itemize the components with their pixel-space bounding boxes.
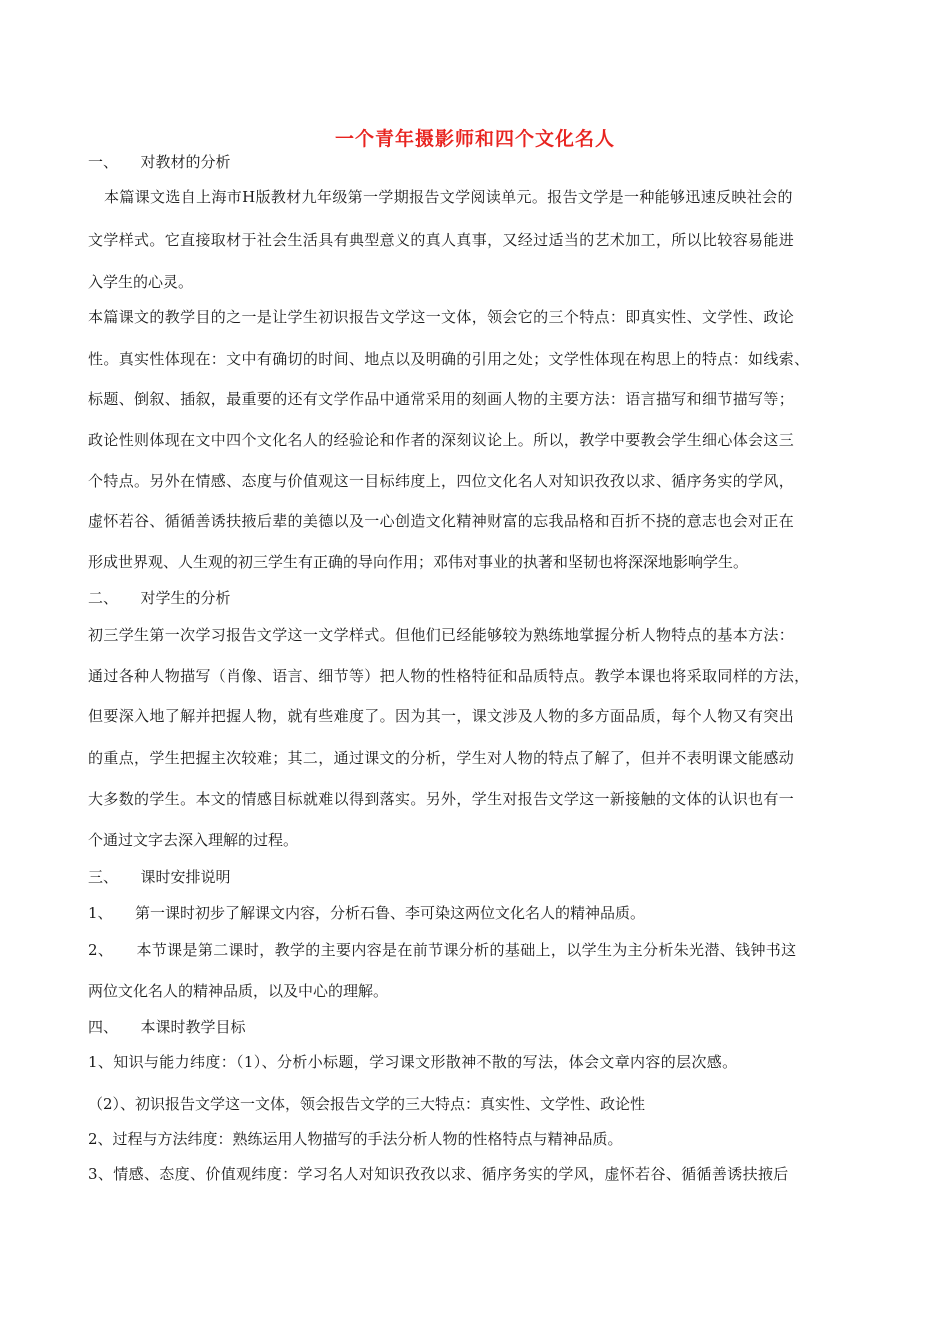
section-heading-3: 三、 课时安排说明 (88, 868, 231, 886)
paragraph-line: 政论性则体现在文中四个文化名人的经验论和作者的深刻议论上。所以，教学中要教会学生细心体会这三 (88, 431, 795, 449)
paragraph-line: 个通过文字去深入理解的过程。 (88, 831, 299, 849)
list-item: 1、 第一课时初步了解课文内容，分析石鲁、李可染这两位文化名人的精神品质。 (88, 904, 646, 922)
paragraph-line: 通过各种人物描写（肖像、语言、细节等）把人物的性格特征和品质特点。教学本课也将采取同样的方法， (88, 667, 810, 685)
objective-line: 2、过程与方法纬度：熟练运用人物描写的手法分析人物的性格特点与精神品质。 (88, 1130, 623, 1148)
paragraph-line: 本篇课文选自上海市H版教材九年级第一学期报告文学阅读单元。报告文学是一种能够迅速反映社会的 (104, 188, 793, 206)
list-item: 2、 本节课是第二课时，教学的主要内容是在前节课分析的基础上，以学生为主分析朱光潜、钱钟书这 (88, 941, 797, 959)
section-heading-2: 二、 对学生的分析 (88, 589, 231, 607)
section-heading-1: 一、 对教材的分析 (88, 153, 231, 171)
paragraph-line: 形成世界观、人生观的初三学生有正确的导向作用；邓伟对事业的执著和坚韧也将深深地影响学生。 (88, 553, 749, 571)
objective-line: （2）、初识报告文学这一文体，领会报告文学的三大特点：真实性、文学性、政论性 (88, 1095, 646, 1113)
document-title: 一个青年摄影师和四个文化名人 (334, 128, 615, 150)
objective-line: 3、情感、态度、价值观纬度：学习名人对知识孜孜以求、循序务实的学风，虚怀若谷、循循善诱扶掖后 (88, 1165, 789, 1183)
paragraph-line: 标题、倒叙、插叙，最重要的还有文学作品中通常采用的刻画人物的主要方法：语言描写和细节描写等； (88, 390, 795, 408)
paragraph-line: 入学生的心灵。 (88, 273, 194, 291)
paragraph-line: 初三学生第一次学习报告文学这一文学样式。但他们已经能够较为熟练地掌握分析人物特点的基本方法： (88, 626, 795, 644)
paragraph-line: 但要深入地了解并把握人物，就有些难度了。因为其一，课文涉及人物的多方面品质，每个人物又有突出 (88, 707, 795, 725)
paragraph-line: 本篇课文的教学目的之一是让学生初识报告文学这一文体，领会它的三个特点：即真实性、文学性、政论 (88, 308, 795, 326)
paragraph-line: 个特点。另外在情感、态度与价值观这一目标纬度上，四位文化名人对知识孜孜以求、循序务实的学风， (88, 472, 795, 490)
paragraph-line: 虚怀若谷、循循善诱扶掖后辈的美德以及一心创造文化精神财富的忘我品格和百折不挠的意志也会对正在 (88, 512, 795, 530)
objective-line: 1、知识与能力纬度：（1）、分析小标题，学习课文形散神不散的写法，体会文章内容的层次感。 (88, 1053, 738, 1071)
paragraph-line: 两位文化名人的精神品质，以及中心的理解。 (88, 982, 389, 1000)
section-heading-4: 四、 本课时教学目标 (88, 1018, 246, 1036)
paragraph-line: 大多数的学生。本文的情感目标就难以得到落实。另外，学生对报告文学这一新接触的文体的认识也有一 (88, 790, 795, 808)
paragraph-line: 性。真实性体现在：文中有确切的时间、地点以及明确的引用之处；文学性体现在构思上的特点：如线索、 (88, 350, 810, 368)
paragraph-line: 文学样式。它直接取材于社会生活具有典型意义的真人真事，又经过适当的艺术加工，所以比较容易能进 (88, 231, 795, 249)
paragraph-line: 的重点，学生把握主次较难；其二，通过课文的分析，学生对人物的特点了解了，但并不表明课文能感动 (88, 749, 795, 767)
